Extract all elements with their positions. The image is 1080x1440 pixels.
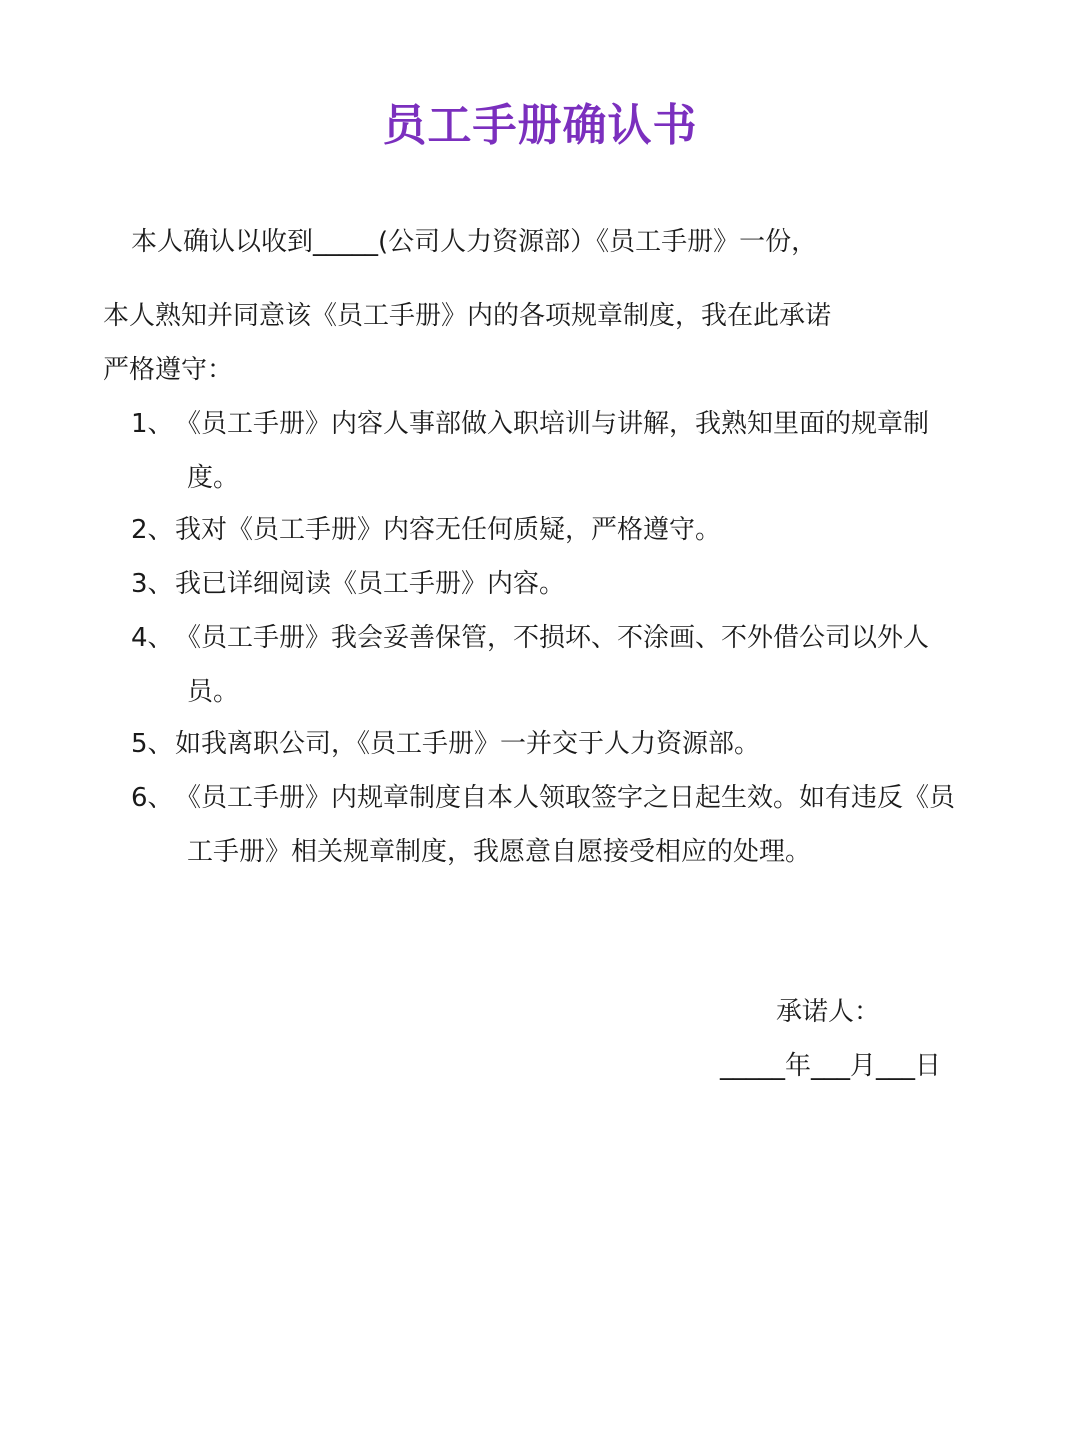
list-item-continuation: 员。 bbox=[187, 677, 240, 707]
list-item-text: 《员工手册》内规章制度自本人领取签字之日起生效。如有违反《员 bbox=[175, 783, 956, 813]
list-item-continuation: 工手册》相关规章制度，我愿意自愿接受相应的处理。 bbox=[187, 837, 812, 867]
list-item-text: 如我离职公司，《员工手册》一并交于人力资源部。 bbox=[175, 729, 761, 759]
signer-label: 承诺人： bbox=[776, 997, 881, 1027]
list-item-number: 1、 bbox=[131, 409, 174, 439]
intro-line: 本人确认以收到_____(公司人力资源部）《员工手册》一份， bbox=[131, 227, 818, 257]
list-item-number: 5、 bbox=[131, 729, 174, 759]
date-line: _____年___月___日 bbox=[720, 1051, 942, 1081]
paragraph-line-1: 本人熟知并同意该《员工手册》内的各项规章制度，我在此承诺 bbox=[103, 301, 832, 331]
list-item-number: 3、 bbox=[131, 569, 174, 599]
list-item-text: 我对《员工手册》内容无任何质疑，严格遵守。 bbox=[175, 515, 722, 545]
list-item-continuation: 度。 bbox=[187, 463, 240, 493]
list-item-number: 6、 bbox=[131, 783, 174, 813]
list-item-number: 4、 bbox=[131, 623, 174, 653]
list-item-text: 《员工手册》内容人事部做入职培训与讲解，我熟知里面的规章制 bbox=[175, 409, 930, 439]
list-item-number: 2、 bbox=[131, 515, 174, 545]
paragraph-line-2: 严格遵守： bbox=[103, 355, 234, 385]
document-title: 员工手册确认书 bbox=[382, 100, 698, 151]
list-item-text: 《员工手册》我会妥善保管，不损坏、不涂画、不外借公司以外人 bbox=[175, 623, 930, 653]
list-item-text: 我已详细阅读《员工手册》内容。 bbox=[175, 569, 566, 599]
